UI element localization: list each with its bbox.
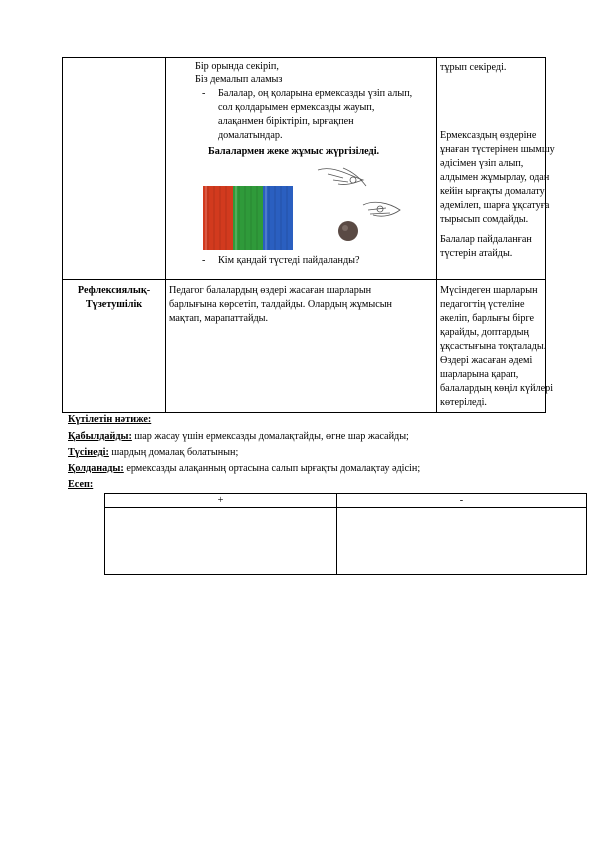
col3-para2-line-5: кейін ырғақты домалату: [440, 186, 545, 197]
row2-col3-line-7: шарларына қарап,: [440, 369, 519, 380]
result-accepts: [68, 430, 409, 444]
eval-plus-header: +: [217, 495, 224, 506]
individual-work-heading: Балалармен жеке жұмыс жүргізіледі.: [208, 146, 380, 157]
expected-results-heading: Күтілетін нәтиже:: [68, 414, 152, 425]
row-divider: [62, 279, 546, 280]
bullet1-line-2: сол қолдарымен ермексазды жауып,: [218, 102, 375, 113]
row2-col2-line-3: мақтап, марапаттайды.: [169, 313, 269, 324]
eval-table-right-border: [586, 493, 587, 575]
hands-rolling-ball-image: [308, 160, 408, 250]
result-understands: [68, 446, 238, 460]
eval-minus-header: -: [459, 495, 464, 506]
bullet1-line-3: алақанмен біріктіріп, ырғақпен: [218, 116, 354, 127]
bullet-marker-2: -: [202, 255, 206, 266]
rhyme-line-1: Бір орында секіріп,: [195, 61, 279, 72]
clay-sticks-image: [203, 186, 293, 250]
column-divider-1: [165, 57, 166, 413]
row2-col3-line-8: балалардың көңіл күйлері: [440, 383, 554, 394]
row2-col3-line-6: Өздері жасаған әдемі: [440, 355, 533, 366]
table-right-border: [545, 57, 546, 413]
row2-col3-line-3: әкеліп, барлығы бірге: [440, 313, 535, 324]
result-understands-text: шардың домалақ болатынын;: [108, 447, 239, 458]
col3-para2-line-7: тырысып сомдайды.: [440, 214, 529, 225]
eval-table-bottom-border: [104, 574, 587, 575]
col3-para2-line-1: Ермексаздың өздеріне: [440, 130, 537, 141]
jumps-text: тұрып секіреді.: [440, 62, 507, 73]
column-divider-2: [436, 57, 437, 413]
row2-col3-line-2: педагогтің үстеліне: [440, 299, 525, 310]
col3-para2-line-3: әдісімен үзіп алып,: [440, 158, 524, 169]
report-label: Есеп:: [68, 479, 94, 490]
col3-para3-line-1: Балалар пайдаланған: [440, 234, 532, 245]
col3-para2-line-4: алдымен жұмырлау, одан: [440, 172, 550, 183]
row2-col3-line-9: көтеріледі.: [440, 397, 487, 408]
result-accepts-label: Қабылдайды:: [68, 431, 132, 442]
colors-question: Кім қандай түстеді пайдаланды?: [218, 255, 360, 266]
col3-para2-line-2: ұнаған түстерінен шымшу: [440, 144, 555, 155]
row2-col2-line-1: Педагог балалардың өздері жасаған шарларын: [169, 285, 372, 296]
result-understands-label: Түсінеді:: [68, 447, 109, 458]
col3-para2-line-6: әдемілеп, шарға ұқсатуға: [440, 200, 550, 211]
row2-col3-line-5: ұқсастығына тоқталады.: [440, 341, 547, 352]
table-top-border: [62, 57, 546, 58]
bullet1-line-1: Балалар, оң қоларына ермексазды үзіп алып,: [218, 88, 413, 99]
result-accepts-text: шар жасау үшін ермексазды домалақтайды, өгне шар жасайды;: [131, 431, 409, 442]
reflective-stage-label-1: Рефлексиялық-: [77, 285, 151, 296]
result-applies: [68, 462, 420, 476]
col3-para3-line-2: түстерін атайды.: [440, 248, 513, 259]
bullet-marker-1: -: [202, 88, 206, 99]
result-applies-label: Қолданады:: [68, 463, 124, 474]
row2-col3-line-4: қарайды, доптардың: [440, 327, 529, 338]
result-applies-text: ермексазды алақанның ортасына салып ырғақты домалақтау әдісін;: [123, 463, 421, 474]
eval-plus-cell[interactable]: [105, 508, 336, 574]
row2-col2-line-2: барлығына көрсетіп, талдайды. Олардың жұмысын: [169, 299, 393, 310]
eval-minus-cell[interactable]: [337, 508, 586, 574]
bullet1-line-4: домалатындар.: [218, 130, 283, 141]
rhyme-line-2: Біз демалып аламыз: [195, 74, 283, 85]
reflective-stage-label-2: Түзетушілік: [85, 299, 143, 310]
table-left-border: [62, 57, 63, 413]
row2-col3-line-1: Мүсіндеген шарларын: [440, 285, 538, 296]
